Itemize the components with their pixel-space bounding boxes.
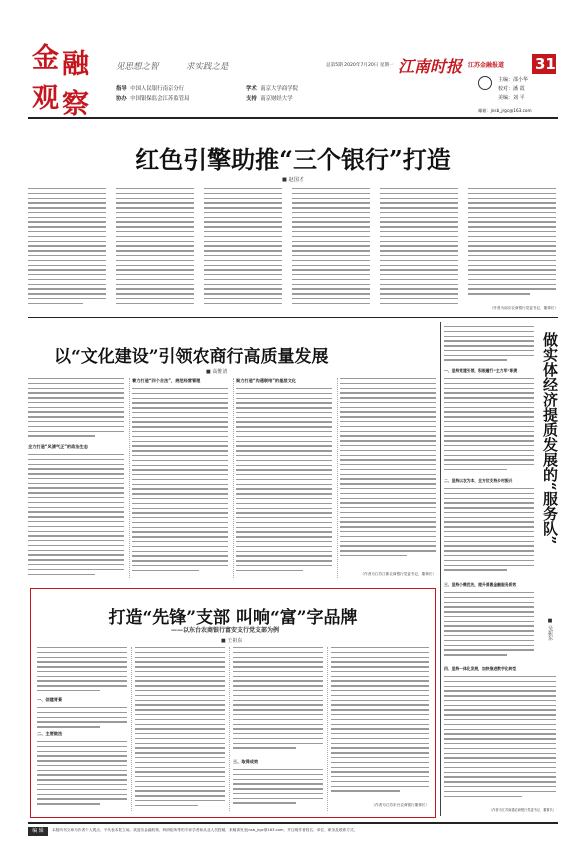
body-text — [28, 378, 124, 440]
article-title: 红色引擎助推“三个银行”打造 — [135, 145, 451, 174]
page-number-badge — [532, 54, 556, 74]
slogan-right: 求实践之是 — [185, 62, 229, 72]
article-vanguard-box — [30, 588, 436, 818]
paper-logo — [398, 54, 528, 74]
sponsor-block — [116, 84, 346, 108]
sponsor-role: 支持 — [246, 96, 257, 102]
body-text — [340, 378, 436, 570]
edition-line: 总第5期 2020年7月20日 星期一 — [326, 63, 394, 68]
article-byline: ■ 赵国才 — [281, 177, 305, 183]
body-text — [132, 388, 228, 578]
body-text — [331, 647, 429, 799]
editor-role: 邮箱 — [478, 108, 487, 113]
article-title: 打造“先锋”支部 叫响“富”字品牌 — [108, 608, 358, 628]
article-culture — [28, 322, 438, 584]
body-text — [204, 188, 282, 308]
sponsor-role: 协办 — [116, 96, 127, 102]
body-text — [233, 647, 323, 757]
editor-name: 邵小华 — [513, 77, 529, 83]
subhead: 二、主要做法 — [37, 731, 63, 736]
body-text — [28, 188, 106, 308]
column-rule — [327, 647, 328, 811]
body-text — [444, 676, 556, 804]
subhead: 四、坚持一体化发展，加快推进数字化转型 — [444, 666, 517, 671]
body-text — [135, 647, 225, 811]
body-text — [444, 592, 534, 662]
body-text — [37, 647, 127, 695]
subhead: 全力打造“风清气正”的政治生态 — [28, 444, 88, 449]
body-text — [233, 769, 323, 811]
column-title-char-4: 察 — [62, 89, 89, 120]
sponsor-name: 中国人民银行南京分行 — [130, 86, 185, 92]
article-title: 做实体经济提质发展的“服务队” — [541, 332, 559, 545]
subhead: 三、坚持小微优先，提升普惠金融服务质效 — [444, 582, 517, 587]
paper-sub: 江苏金融报道 — [468, 62, 505, 69]
footer-bar — [28, 822, 558, 838]
editor-box: 主编：邵小华 校对：潘 霞 美编：刘 平 邮箱：jnsb_jrgc@163.com — [478, 77, 532, 113]
column-title-char-2: 融 — [62, 49, 89, 80]
masthead — [0, 0, 566, 128]
editor-role: 校对 — [498, 86, 509, 92]
body-text — [28, 454, 124, 578]
section-rule — [440, 322, 441, 816]
paper-name: 江南时报 — [398, 57, 463, 76]
article-byline: ■ 高惟清 — [206, 369, 228, 375]
page-number: 31 — [535, 55, 556, 73]
subhead: 三、取得成效 — [233, 759, 259, 764]
article-byline: ■ 王祖东 — [221, 638, 243, 644]
sponsor-name: 南京大学商学院 — [260, 86, 298, 92]
article-caption: （作者为江苏江都农商银行党委书记、董事长） — [360, 572, 436, 576]
article-caption: （作者为江苏东台农商银行董事长） — [371, 803, 429, 807]
subhead: 着力打造“四个合法”，规范经营管理 — [132, 378, 201, 383]
footer-text: 本版所刊文章为作者个人观点，不代表本报立场。欢迎各金融机构、科研院所等的专家学者和从业人员投稿，来稿请发至jnsb_jrgc@163.com，并注明作者姓名、单位、职务及联系方式。 — [52, 828, 358, 832]
body-text — [37, 741, 127, 811]
footer-label: 编 辑 — [28, 827, 48, 836]
article-byline: ■ 吴振东 — [547, 618, 553, 641]
sponsor-role: 学术 — [246, 86, 257, 92]
subhead: 一、坚持党建引领，积极履行“主力军”职责 — [444, 368, 518, 373]
column-rule — [131, 647, 132, 811]
editor-role: 美编 — [498, 95, 509, 101]
body-text — [444, 378, 534, 474]
column-title-char-3: 观 — [32, 83, 59, 114]
sponsor-name: 南京财经大学 — [260, 96, 293, 102]
body-text — [380, 188, 458, 308]
column-title — [30, 36, 90, 120]
editor-name: 刘 平 — [513, 95, 525, 101]
article-title: 以“文化建设”引领农商行高质量发展 — [54, 347, 329, 367]
subhead: 一、创建背景 — [37, 697, 63, 702]
article-caption: （作者为江苏南通农商银行党委书记、董事长） — [489, 808, 556, 812]
column-rule — [233, 378, 234, 578]
body-text — [468, 188, 556, 300]
subhead: 二、坚持以农为本，全方位支持乡村振兴 — [444, 478, 513, 483]
body-text — [236, 388, 332, 578]
body-text — [37, 707, 127, 729]
body-text — [116, 188, 194, 308]
body-text — [444, 488, 534, 578]
column-rule — [129, 378, 130, 578]
article-subtitle: ——以东台农商银行富安支行党支部为例 — [171, 627, 280, 634]
article-service-team — [444, 322, 558, 816]
column-title-char-1: 金 — [32, 43, 59, 74]
editor-role: 主编 — [498, 77, 509, 83]
sponsor-role: 指导 — [116, 86, 127, 92]
section-rule — [28, 317, 558, 318]
column-rule — [229, 647, 230, 811]
editor-name: 潘 霞 — [513, 86, 525, 92]
sponsor-name: 中国银保监会江苏监管局 — [130, 96, 190, 102]
editor-email: jnsb_jrgc@163.com — [490, 108, 532, 113]
article-caption: （作者为南京农商银行党委书记、董事长） — [489, 306, 558, 310]
slogan-left: 见思想之智 — [116, 62, 159, 72]
masthead-rule — [28, 117, 558, 119]
body-text — [292, 188, 370, 308]
subhead: 聚力打造“沟通联络”的基层文化 — [236, 378, 296, 383]
column-rule — [337, 378, 338, 578]
slogan — [116, 60, 286, 74]
article-red-engine — [28, 124, 558, 318]
body-text — [444, 326, 534, 366]
